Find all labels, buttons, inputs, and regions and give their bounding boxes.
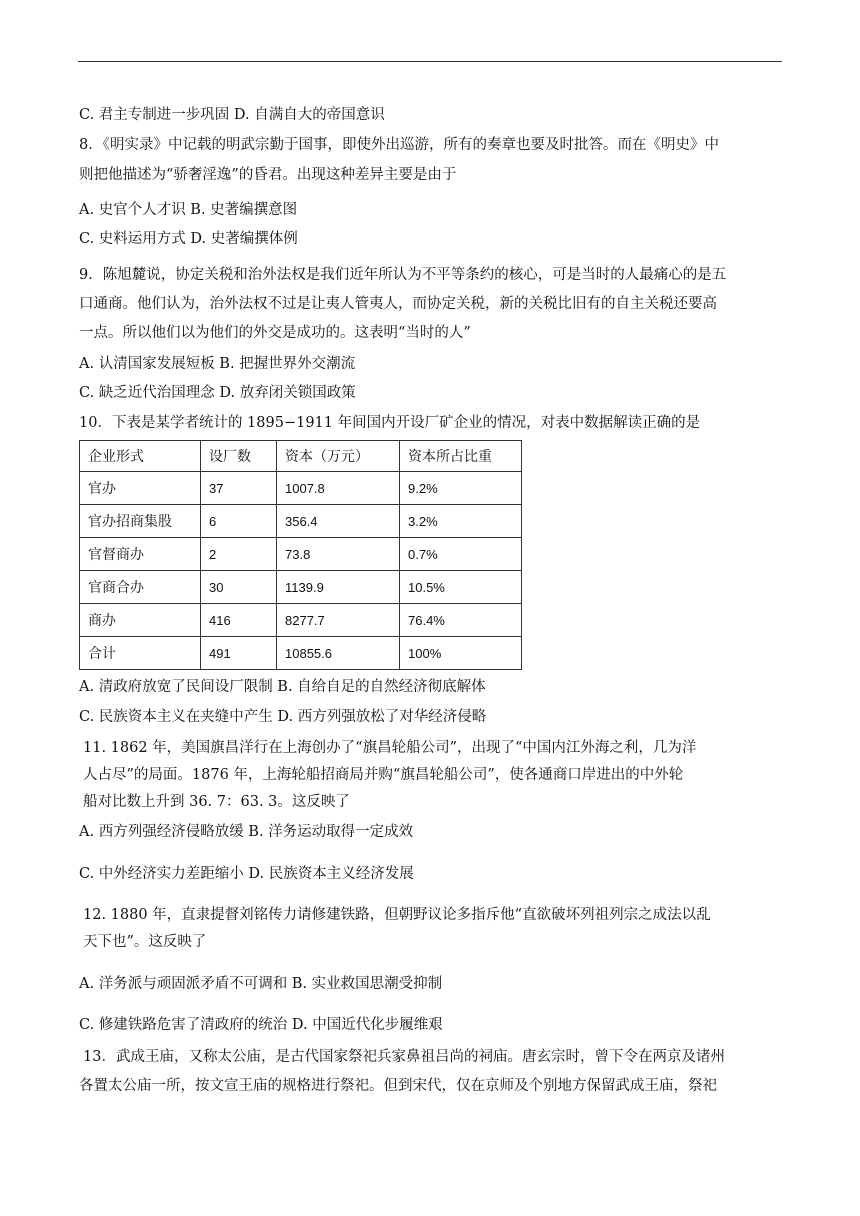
table-header-cell: 资本（万元） (277, 441, 400, 472)
table-cell: 1139.9 (277, 571, 400, 604)
table-cell: 合计 (80, 637, 201, 670)
q11-options-cd: C. 中外经济实力差距缩小 D. 民族资本主义经济发展 (79, 866, 414, 882)
table-cell: 37 (201, 472, 277, 505)
table-cell: 8277.7 (277, 604, 400, 637)
table-cell: 商办 (80, 604, 201, 637)
table-header-cell: 设厂数 (201, 441, 277, 472)
q10-stem: 10．下表是某学者统计的 1895−1911 年间国内开设厂矿企业的情况，对表中数据解读正确的是 (79, 415, 701, 431)
q12-options-ab: A. 洋务派与顽固派矛盾不可调和 B. 实业救国思潮受抑制 (79, 976, 443, 992)
table-row (80, 571, 522, 604)
q11-options-ab: A. 西方列强经济侵略放缓 B. 洋务运动取得一定成效 (79, 824, 414, 840)
table-cell: 官商合办 (80, 571, 201, 604)
q12-stem-line-2: 天下也”。这反映了 (83, 934, 207, 950)
q13-stem-line-1: 13．武成王庙，又称太公庙，是古代国家祭祀兵家鼻祖吕尚的祠庙。唐玄宗时，曾下令在两京及诸州 (83, 1049, 725, 1065)
q13-stem-line-2: 各置太公庙一所，按文宣王庙的规格进行祭祀。但到宋代，仅在京师及个别地方保留武成王庙，祭祀 (79, 1078, 717, 1094)
table-cell: 10.5% (400, 571, 522, 604)
table-cell: 0.7% (400, 538, 522, 571)
table-cell: 30 (201, 571, 277, 604)
table-cell: 6 (201, 505, 277, 538)
table-row (80, 505, 522, 538)
table-cell: 2 (201, 538, 277, 571)
q8-options-cd: C. 史料运用方式 D. 史著编撰体例 (79, 231, 298, 247)
q11-stem-line-1: 11. 1862 年，美国旗昌洋行在上海创办了“旗昌轮船公司”，出现了“中国内江外海之利，几为洋 (83, 740, 697, 756)
q10-options-ab: A. 清政府放宽了民间设厂限制 B. 自给自足的自然经济彻底解体 (79, 679, 486, 695)
q12-stem-line-1: 12. 1880 年，直隶提督刘铭传力请修建铁路，但朝野议论多指斥他“直欲破坏列祖列宗之成法以乱 (83, 907, 711, 923)
table-header-cell: 企业形式 (80, 441, 201, 472)
q11-stem-line-3: 船对比数上升到 36. 7：63. 3。这反映了 (83, 794, 350, 810)
table-row (80, 472, 522, 505)
table-row (80, 538, 522, 571)
table-cell: 9.2% (400, 472, 522, 505)
table-cell: 官办 (80, 472, 201, 505)
q10-options-cd: C. 民族资本主义在夹缝中产生 D. 西方列强放松了对华经济侵略 (79, 709, 487, 725)
q12-options-cd: C. 修建铁路危害了清政府的统治 D. 中国近代化步履维艰 (79, 1017, 443, 1033)
q9-stem-line-2: 口通商。他们认为，治外法权不过是让夷人管夷人，而协定关税，新的关税比旧有的自主关税还要高 (79, 296, 717, 312)
q9-stem-line-3: 一点。所以他们以为他们的外交是成功的。这表明“当时的人” (79, 325, 471, 341)
table-cell: 1007.8 (277, 472, 400, 505)
table-cell: 356.4 (277, 505, 400, 538)
q9-options-ab: A. 认清国家发展短板 B. 把握世界外交潮流 (79, 356, 356, 372)
q8-stem-line-1: 8．《明实录》中记载的明武宗勤于国事，即使外出巡游，所有的奏章也要及时批答。而在《明史》中 (79, 137, 719, 153)
q7-options-cd: C. 君主专制进一步巩固 D. 自满自大的帝国意识 (79, 107, 385, 123)
table-cell: 100% (400, 637, 522, 670)
table-row (80, 637, 522, 670)
table-cell: 416 (201, 604, 277, 637)
table-cell: 官办招商集股 (80, 505, 201, 538)
q9-stem-line-1: 9．陈旭麓说，协定关税和治外法权是我们近年所认为不平等条约的核心，可是当时的人最痛心的是五 (79, 267, 727, 283)
table-header-cell: 资本所占比重 (400, 441, 522, 472)
header-rule (78, 61, 782, 62)
table-cell: 73.8 (277, 538, 400, 571)
table-header-row (80, 441, 522, 472)
table-cell: 76.4% (400, 604, 522, 637)
q8-stem-line-2: 则把他描述为“骄奢淫逸”的昏君。出现这种差异主要是由于 (79, 167, 457, 183)
table-cell: 官督商办 (80, 538, 201, 571)
table-cell: 491 (201, 637, 277, 670)
table-cell: 10855.6 (277, 637, 400, 670)
enterprise-table (79, 440, 522, 670)
table-cell: 3.2% (400, 505, 522, 538)
q11-stem-line-2: 人占尽”的局面。1876 年，上海轮船招商局并购“旗昌轮船公司”，使各通商口岸进出的中外轮 (83, 767, 684, 783)
table-row (80, 604, 522, 637)
q9-options-cd: C. 缺乏近代治国理念 D. 放弃闭关锁国政策 (79, 385, 356, 401)
q8-options-ab: A. 史官个人才识 B. 史著编撰意图 (79, 202, 298, 218)
